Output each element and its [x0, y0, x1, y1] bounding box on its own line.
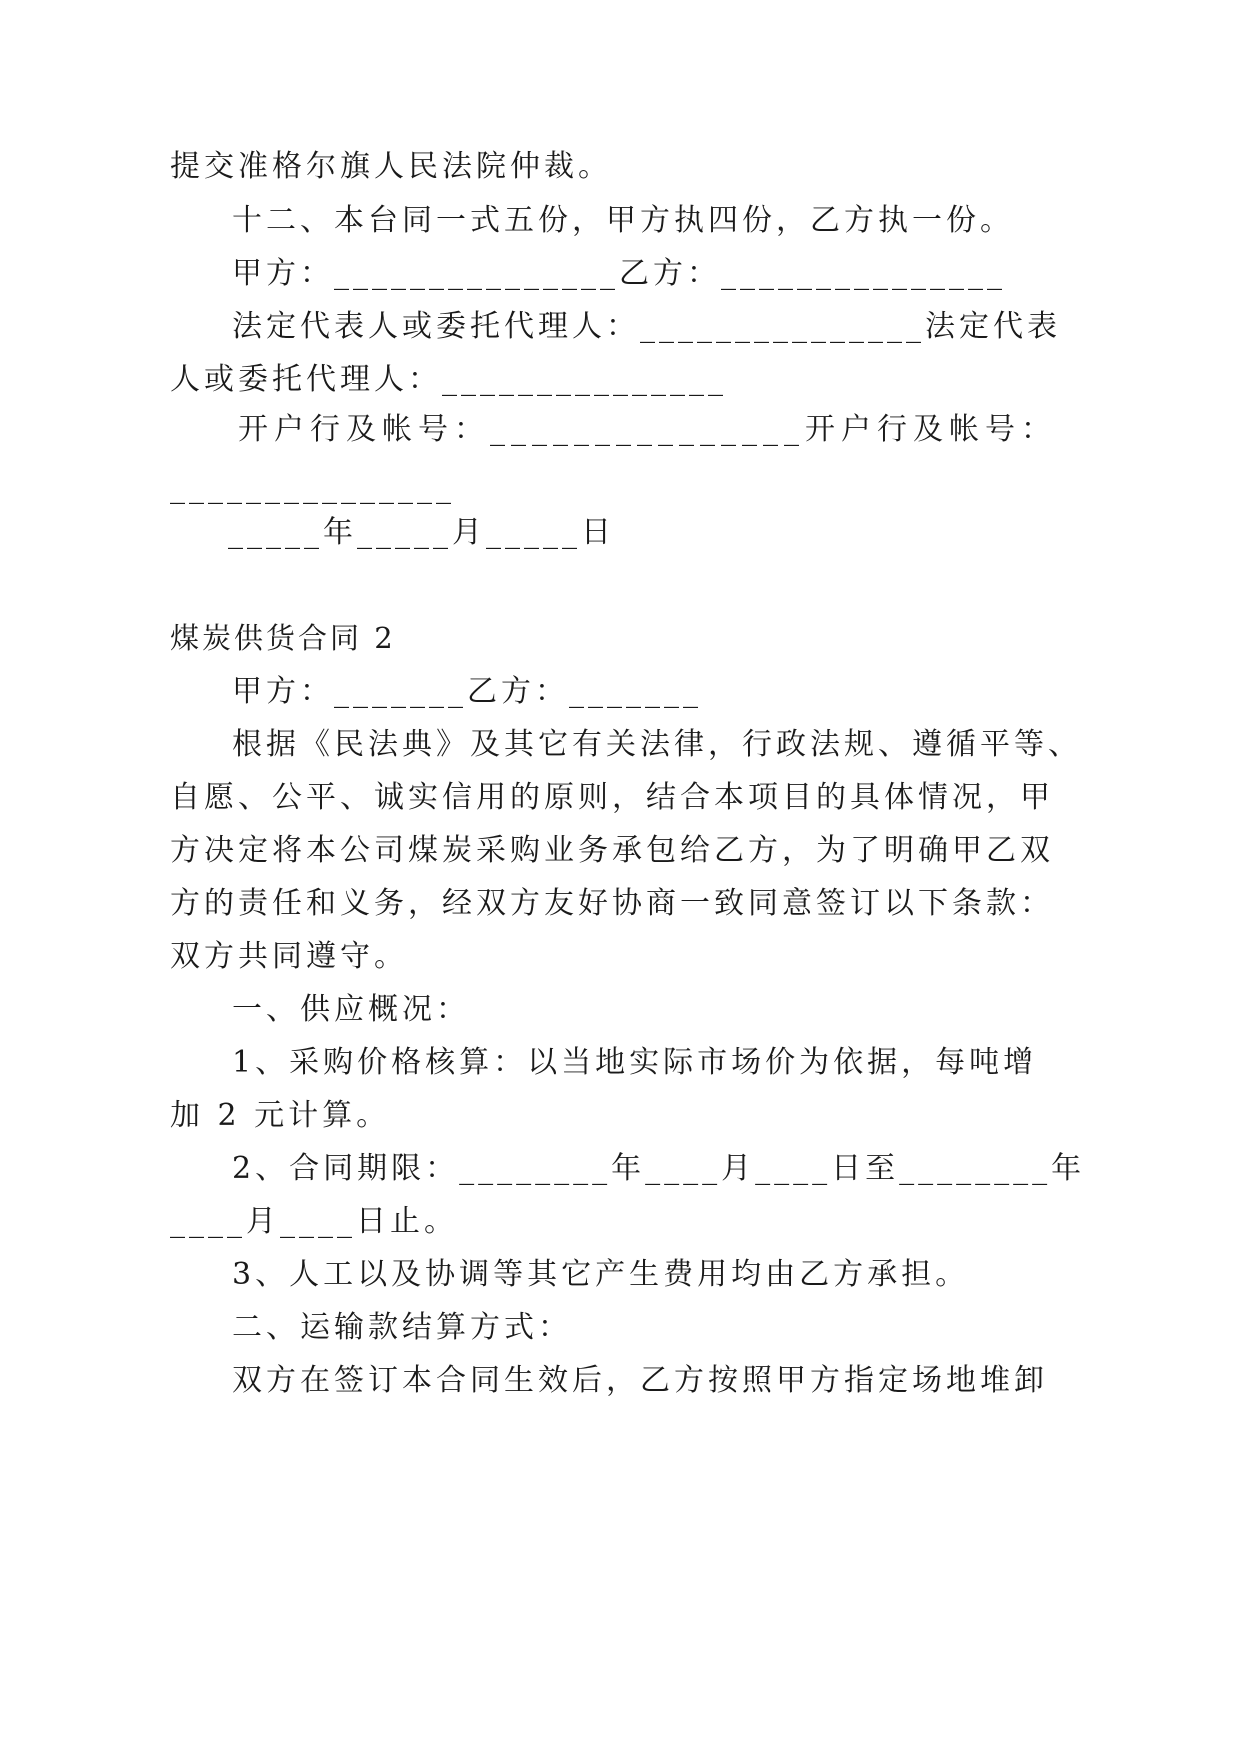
clause-line: 2、合同期限：________年____月____日至________年	[232, 1151, 1086, 1186]
parties-line: 甲方：_______乙方：_______	[232, 674, 702, 709]
section-heading: 一、供应概况：	[232, 992, 470, 1027]
paragraph-line: 双方在签订本合同生效后，乙方按照甲方指定场地堆卸	[232, 1363, 1048, 1398]
clause-line: ____月____日止。	[170, 1204, 458, 1239]
paragraph-line: 方决定将本公司煤炭采购业务承包给乙方，为了明确甲乙双	[170, 833, 1054, 868]
signature-line-parties: 甲方：_______________乙方：_______________	[232, 256, 1006, 291]
text-line: 十二、本台同一式五份，甲方执四份，乙方执一份。	[232, 203, 1014, 238]
date-line: _____年_____月_____日	[228, 515, 615, 550]
signature-line-representative: 法定代表人或委托代理人：_______________法定代表	[232, 309, 1061, 344]
paragraph-line: 根据《民法典》及其它有关法律，行政法规、遵循平等、	[232, 727, 1082, 762]
paragraph-line: 自愿、公平、诚实信用的原则，结合本项目的具体情况，甲	[170, 780, 1054, 815]
paragraph-line: 方的责任和义务，经双方友好协商一致同意签订以下条款：	[170, 886, 1054, 921]
clause-line: 1、采购价格核算：以当地实际市场价为依据，每吨增	[232, 1045, 1038, 1080]
clause-line: 加 2 元计算。	[170, 1098, 391, 1133]
signature-line-bank-account-cont: _______________	[170, 470, 455, 505]
paragraph-line: 双方共同遵守。	[170, 939, 408, 974]
contract-title: 煤炭供货合同 2	[170, 621, 396, 655]
signature-line-representative-cont: 人或委托代理人：_______________	[170, 362, 727, 397]
section-heading: 二、运输款结算方式：	[232, 1310, 572, 1345]
signature-line-bank-account: 开户行及帐号：_______________开户行及帐号：	[238, 412, 1057, 447]
clause-line: 3、人工以及协调等其它产生费用均由乙方承担。	[232, 1257, 970, 1292]
text-line: 提交准格尔旗人民法院仲裁。	[170, 149, 612, 184]
